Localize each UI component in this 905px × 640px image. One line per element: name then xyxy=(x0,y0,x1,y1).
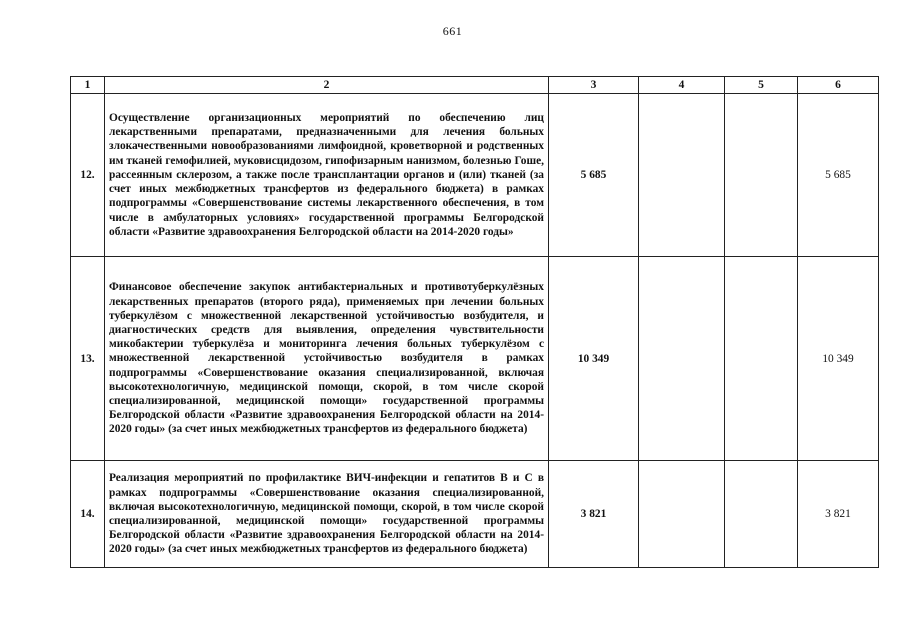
row-number: 14. xyxy=(71,461,105,568)
row-col5-amount xyxy=(725,461,798,568)
table-row xyxy=(71,461,879,568)
page-number: 661 xyxy=(442,24,463,38)
row-col6-amount: 5 685 xyxy=(798,94,879,257)
header-col-5: 5 xyxy=(725,77,798,94)
budget-table xyxy=(70,76,879,568)
row-col3-amount: 10 349 xyxy=(549,257,639,461)
row-col6-amount: 3 821 xyxy=(798,461,879,568)
header-col-4: 4 xyxy=(639,77,725,94)
row-col6-amount: 10 349 xyxy=(798,257,879,461)
row-description: Финансовое обеспечение закупок антибактериальных и противотуберкулёзных лекарственных препаратов (второго ряда), применяемых при лечении больных туберкулёзом с множественной лекарственной устойчивостью возбудителя, и диагностических средств для выявления, определения чувствительности микобактерии туберкулёза и мониторинга лечения больных туберкулёзом с множественной лекарственной устойчивостью возбудителя в рамках подпрограммы «Совершенствование оказания специализированной, включая высокотехнологичную, медицинской помощи, скорой, в том числе скорой специализированной, медицинской помощи» государственной программы Белгородской области «Развитие здравоохранения Белгородской области на 2014-2020 годы» (за счет иных межбюджетных трансфертов из федерального бюджета) xyxy=(105,257,549,461)
row-col3-amount: 3 821 xyxy=(549,461,639,568)
table-row xyxy=(71,94,879,257)
row-col4-amount xyxy=(639,257,725,461)
row-col4-amount xyxy=(639,461,725,568)
row-col5-amount xyxy=(725,94,798,257)
header-col-2: 2 xyxy=(105,77,549,94)
row-description: Реализация мероприятий по профилактике ВИЧ-инфекции и гепатитов В и С в рамках подпрограммы «Совершенствование оказания специализированной, включая высокотехнологичную, медицинской помощи, скорой, в том числе скорой специализированной, медицинской помощи» государственной программы Белгородской области «Развитие здравоохранения Белгородской области на 2014-2020 годы» (за счет иных межбюджетных трансфертов из федерального бюджета) xyxy=(105,461,549,568)
header-row xyxy=(71,77,879,94)
row-col4-amount xyxy=(639,94,725,257)
row-col5-amount xyxy=(725,257,798,461)
header-col-6: 6 xyxy=(798,77,879,94)
row-number: 12. xyxy=(71,94,105,257)
row-col3-amount: 5 685 xyxy=(549,94,639,257)
table-row xyxy=(71,257,879,461)
header-col-3: 3 xyxy=(549,77,639,94)
row-number: 13. xyxy=(71,257,105,461)
row-description: Осуществление организационных мероприятий по обеспечению лиц лекарственными препаратами, предназначенными для лечения больных злокачественными новообразованиями лимфоидной, кроветворной и родственных им тканей гемофилией, муковисцидозом, гипофизарным нанизмом, болезнью Гоше, рассеянным склерозом, а также после трансплантации органов и (или) тканей (за счет иных межбюджетных трансфертов из федерального бюджета) в рамках подпрограммы «Совершенствование системы лекарственного обеспечения, в том числе в амбулаторных условиях» государственной программы Белгородской области «Развитие здравоохранения Белгородской области на 2014-2020 годы» xyxy=(105,94,549,257)
header-col-1: 1 xyxy=(71,77,105,94)
